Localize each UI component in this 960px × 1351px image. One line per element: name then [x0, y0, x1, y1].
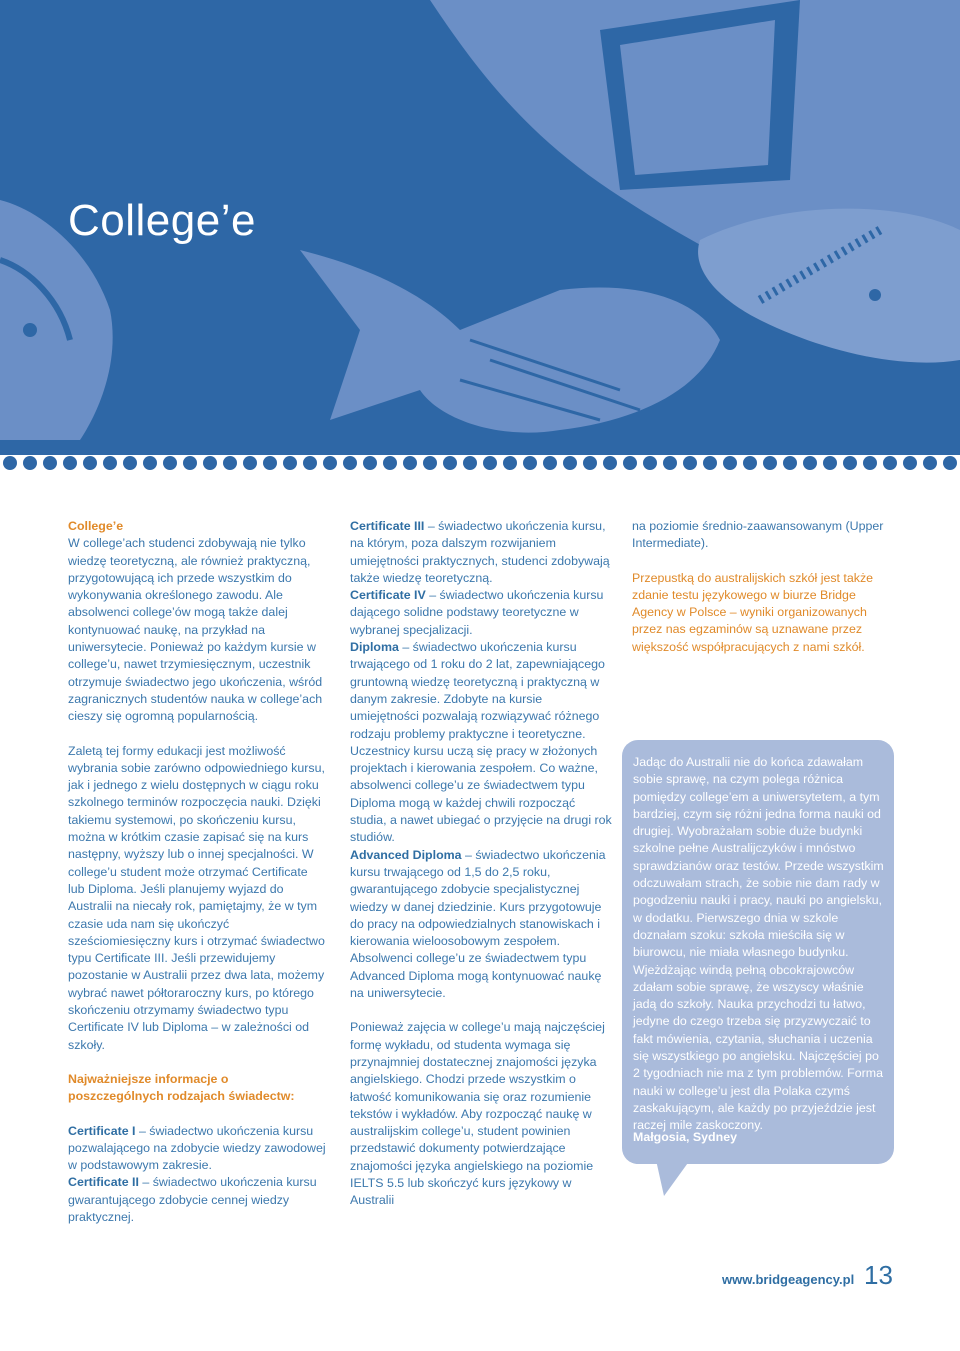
certificate-1-title: Certificate I [68, 1123, 136, 1138]
certificate-4-title: Certificate IV [350, 588, 426, 603]
footer-url[interactable]: www.bridgeagency.pl [722, 1272, 855, 1287]
testimonial-text: Jadąc do Australii nie do końca zdawałam sobie sprawę, na czym polega różnica pomiędzy college’em a uniwersytetem, a tym bardziej, czym się różni jedna forma nauki od drugiej. Wyobrażałam sobie duże budynki szkolne pełne Australijczyków i mnóstwo sprawdzianów oraz testów. Przede wszystkim odczuwałam strach, że sobie nie dam rady w pogodzeniu nauki i pracy, nauki po angielsku, w dodatku. Pierwszego dnia w szkole doznałam szoku: szkoła mieściła się w biurowcu, nie miała własnego budynku. Wjeżdżając windą pełną obcokrajowców zdałam sobie sprawę, że wszyscy właśnie jadą do szkoły. Nauka przychodzi tu łatwo, jedyne do czego trzeba się przyzwyczaić to fakt mówienia, czytania, słuchania i uczenia się wszystkiego po angielsku. Najczęściej po 2 tygodniach nie ma z tym problemów. Forma nauki w college’u jest dla Polaka czymś zaskakującym, ale każdy po przyjeździe jest raczej mile zaskoczony. [633, 755, 884, 1133]
certificate-3-text: – świadectwo ukończenia kursu, na którym, poza dalszym rozwijaniem umiejętności praktycznych, studenci zdobywają także wiedzę teoretyczną. [350, 519, 610, 585]
certificate-2-title: Certificate II [68, 1175, 139, 1190]
advanced-diploma-item [350, 847, 612, 1003]
column-middle [350, 518, 612, 1210]
column-left [68, 518, 326, 1226]
continuation-text: na poziomie średnio-zaawansowanym (Upper Intermediate). [632, 519, 884, 551]
diploma-item [350, 639, 612, 847]
quote-bubble-tail [656, 1160, 696, 1200]
section-heading: College’e [68, 519, 124, 533]
certificate-2-item [68, 1174, 326, 1226]
certificate-1-item [68, 1123, 326, 1175]
certificate-4-item [350, 587, 612, 639]
language-requirement-paragraph: Ponieważ zajęcia w college’u mają najczęściej formę wykładu, od studenta wymaga się przynajmniej dostatecznej znajomości języka angielskiego. Chodzi przede wszystkim o łatwość komunikowania się oraz rozumienie tekstów i wykładów. Aby rozpocząć naukę w australijskim college’u, student powinien przedstawić dokumenty potwierdzające znajomości języka angielskiego na poziomie IELTS 5.5 lub skończyć kurs językowy w Australii [350, 1020, 605, 1208]
testimonial-author: Małgosia, Sydney [633, 1130, 737, 1144]
subheading: Najważniejsze informacje o poszczególnych rodzajach świadectw: [68, 1071, 295, 1104]
certificate-3-item [350, 518, 612, 587]
advanced-diploma-title: Advanced Diploma [350, 847, 462, 862]
diploma-text: – świadectwo ukończenia kursu trwającego od 1 roku do 2 lat, zapewniającego gruntowną wiedzę teoretyczną i praktyczną w danym zakresie. Zdobyte na kursie umiejętności pozwalają rozwiązywać różnego rodzaju problemy praktyczne i teoretyczne. Uczestnicy kursu uczą się pracy w złożonych projektach i kierowania zespołem. Co ważne, absolwenci college’u ze świadectwem typu Diploma mogą w każdej chwili rozpocząć studia, a nawet ubiegać o przyjęcie na drugi rok studiów. [350, 640, 612, 845]
intro-paragraph: W college’ach studenci zdobywają nie tylko wiedzę teoretyczną, ale również praktyczną, przygotowującą ich przede wszystkim do wykonywania określonego zawodu. Ale absolwenci college’ów mogą także dalej kontynuować naukę, na przykład na uniwersytecie. Ponieważ po każdym kursie w college’u, nawet trzymiesięcznym, uczestnik otrzymuje świadectwo jego ukończenia, wśród zagranicznych studentów nauka w college’ach cieszy się ogromną popularnością. [68, 536, 323, 724]
page-title: College’e [68, 196, 256, 245]
certificate-4-text: – świadectwo ukończenia kursu dającego solidne podstawy teoretyczne w wybranej specjalizacji. [350, 588, 604, 637]
page-number: 13 [864, 1260, 893, 1290]
certificate-1-text: – świadectwo ukończenia kursu pozwalającego na zdobycie wiedzy zawodowej w podstawowym zakresie. [68, 1123, 326, 1173]
header-banner [0, 0, 960, 470]
certificate-3-title: Certificate III [350, 519, 425, 533]
advanced-diploma-text: – świadectwo ukończenia kursu trwającego od 1,5 do 2,5 roku, gwarantującego zdobycie specjalistycznej wiedzy w danej dziedzinie. Kurs przygotowuje do pracy na odpowiedzialnych stanowiskach i kierowania wieloosobowym zespołem. Absolwenci college’u ze świadectwem typu Advanced Diploma mogą kontynuować naukę na uniwersytecie. [350, 847, 606, 1001]
diploma-title: Diploma [350, 640, 399, 655]
highlight-paragraph: Przepustką do australijskich szkół jest także zdanie testu językowego w biurze Bridge Agency w Polsce – wyniki organizowanych przez nas egzaminów są uznawane przez większość współpracujących z nami szkół. [632, 570, 874, 654]
certificate-2-text: – świadectwo ukończenia kursu gwarantującego zdobycie cennej wiedzy praktycznej. [68, 1175, 317, 1224]
body-paragraph: Zaletą tej formy edukacji jest możliwość wybrania sobie zarówno odpowiedniego kursu, jak i jednego z wielu dostępnych w ciągu roku szkolnego terminów rozpoczęcia nauki. Dzięki takiemu systemowi, po skończeniu kursu, można w krótkim czasie zapisać się na kurs następny, wyższy lub o innej specjalności. W college’u student może otrzymać Certificate lub Diploma. Jeśli planujemy wyjazd do Australii na niecały rok, pamiętajmy, że w tym czasie uda nam się ukończyć sześciomiesięczny kurs i otrzymać świadectwo typu Certificate III. Jeśli przewidujemy pozostanie w Australii przez dwa lata, możemy wybrać nawet półtoraroczny kurs, po którego skończeniu otrzymamy świadectwo typu Certificate IV lub Diploma – w zależności od szkoły. [68, 743, 325, 1052]
column-right [632, 518, 894, 656]
